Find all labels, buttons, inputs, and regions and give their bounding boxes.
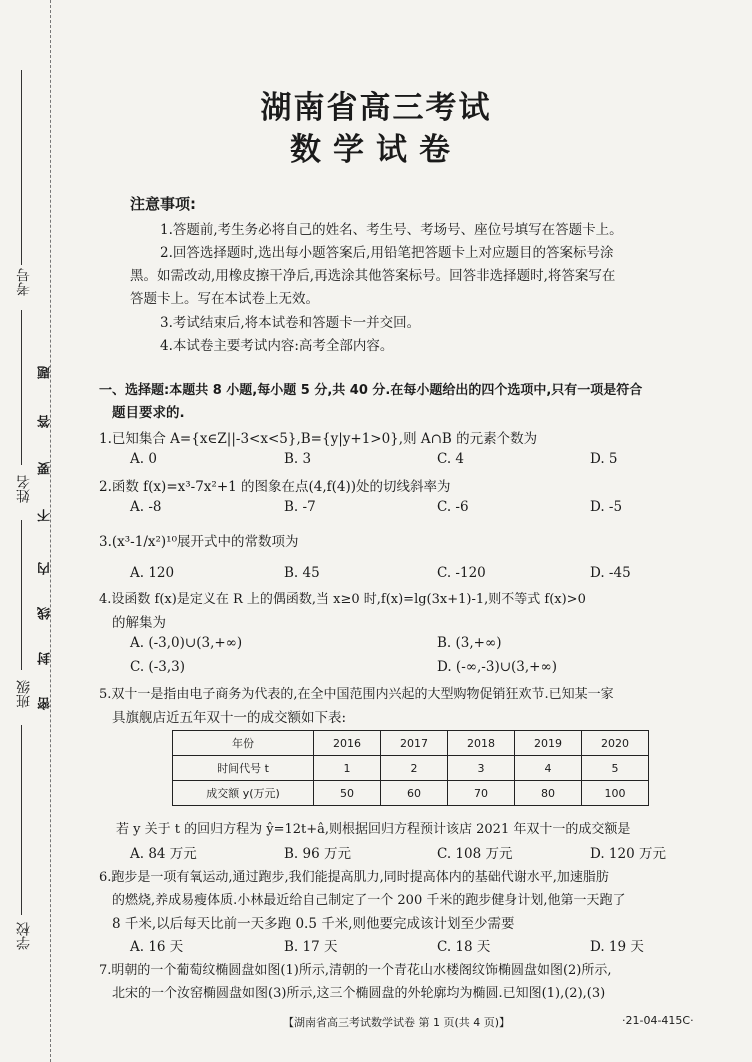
question-3-option-b: B. 45 xyxy=(284,565,320,581)
table-cell: 80 xyxy=(515,781,582,806)
question-5-option-c: C. 108 万元 xyxy=(437,846,513,862)
question-6-option-b: B. 17 天 xyxy=(284,939,338,955)
table-cell: 70 xyxy=(448,781,515,806)
notice-line: 2.回答选择题时,选出每小题答案后,用铅笔把答题卡上对应题目的答案标号涂 xyxy=(160,245,614,261)
question-2-option-d: D. -5 xyxy=(590,499,623,515)
exam-no-label: 考号 xyxy=(16,268,32,296)
seal-char: 内 xyxy=(38,562,53,575)
table-row xyxy=(173,756,649,781)
table-cell: 2020 xyxy=(582,731,649,756)
table-cell: 100 xyxy=(582,781,649,806)
question-6-stem-cont: 8 千米,以后每天比前一天多跑 0.5 千米,则他要完成该计划至少需要 xyxy=(112,916,515,932)
school-fill-line xyxy=(21,725,22,915)
seal-char: 封 xyxy=(38,652,53,665)
question-2-option-a: A. -8 xyxy=(130,499,162,515)
question-4-option-d: D. (-∞,-3)∪(3,+∞) xyxy=(437,659,557,675)
notice-line: 答题卡上。写在本试卷上无效。 xyxy=(130,291,319,307)
question-3-stem: 3.(x³-1/x²)¹⁰展开式中的常数项为 xyxy=(99,534,299,550)
notice-line: 4.本试卷主要考试内容:高考全部内容。 xyxy=(160,338,394,354)
question-1-option-c: C. 4 xyxy=(437,451,465,467)
question-4-option-b: B. (3,+∞) xyxy=(437,635,502,651)
question-4-stem-cont: 的解集为 xyxy=(112,615,166,631)
seal-char: 线 xyxy=(38,607,53,620)
table-cell: 2019 xyxy=(515,731,582,756)
question-4-option-a: A. (-3,0)∪(3,+∞) xyxy=(130,635,243,651)
seal-char: 不 xyxy=(38,509,53,522)
question-3-option-a: A. 120 xyxy=(130,565,175,581)
exam-title: 湖南省高三考试 xyxy=(260,90,492,126)
seal-char: 要 xyxy=(38,462,53,475)
question-4-stem: 4.设函数 f(x)是定义在 R 上的偶函数,当 x≥0 时,f(x)=lg(3x+1)-1,则不等式 f(x)>0 xyxy=(99,592,586,607)
table-cell: 5 xyxy=(582,756,649,781)
notice-line: 3.考试结束后,将本试卷和答题卡一并交回。 xyxy=(160,315,421,331)
exam-code: ·21-04-415C· xyxy=(622,1014,694,1027)
table-header-cell: 年份 xyxy=(173,731,314,756)
table-cell: 60 xyxy=(381,781,448,806)
table-cell: 3 xyxy=(448,756,515,781)
question-6-option-a: A. 16 天 xyxy=(130,939,184,955)
name-fill-line xyxy=(21,310,22,465)
notice-line: 1.答题前,考生务必将自己的姓名、考生号、考场号、座位号填写在答题卡上。 xyxy=(160,222,623,238)
question-6-stem: 6.跑步是一项有氧运动,通过跑步,我们能提高肌力,同时提高体内的基础代谢水平,加速脂肪 xyxy=(99,870,609,885)
page-footer: 【湖南省高三考试数学试卷 第 1 页(共 4 页)】 xyxy=(283,1016,511,1029)
table-cell: 2016 xyxy=(314,731,381,756)
seal-char: 答 xyxy=(38,415,53,428)
question-1-option-d: D. 5 xyxy=(590,451,618,467)
question-5-option-a: A. 84 万元 xyxy=(130,846,197,862)
class-label: 班级 xyxy=(16,680,32,708)
table-cell: 50 xyxy=(314,781,381,806)
question-5-stem: 5.双十一是指由电子商务为代表的,在全中国范围内兴起的大型购物促销狂欢节.已知某一家 xyxy=(99,687,614,702)
table-row xyxy=(173,781,649,806)
table-header-cell: 时间代号 t xyxy=(173,756,314,781)
name-label: 姓名 xyxy=(16,475,32,503)
table-cell: 2018 xyxy=(448,731,515,756)
question-2-option-c: C. -6 xyxy=(437,499,469,515)
notice-line: 黑。如需改动,用橡皮擦干净后,再选涂其他答案标号。回答非选择题时,将答案写在 xyxy=(130,268,616,284)
table-header-cell: 成交额 y(万元) xyxy=(173,781,314,806)
class-fill-line xyxy=(21,520,22,670)
question-3-option-c: C. -120 xyxy=(437,565,486,581)
question-6-stem-cont: 的燃烧,养成易瘦体质.小林最近给自己制定了一个 200 千米的跑步健身计划,他第一天跑了 xyxy=(112,893,626,908)
subject-title: 数学试卷 xyxy=(290,132,462,168)
question-6-option-d: D. 19 天 xyxy=(590,939,644,955)
question-1-option-a: A. 0 xyxy=(130,451,157,467)
question-7-stem-cont: 北宋的一个汝窑椭圆盘如图(3)所示,这三个椭圆盘的外轮廓均为椭圆.已知图(1),(2),(3) xyxy=(112,986,606,1001)
question-5-option-d: D. 120 万元 xyxy=(590,846,666,862)
question-5-option-b: B. 96 万元 xyxy=(284,846,351,862)
question-2-stem: 2.函数 f(x)=x³-7x²+1 的图象在点(4,f(4))处的切线斜率为 xyxy=(99,479,451,495)
question-2-option-b: B. -7 xyxy=(284,499,316,515)
question-5-stem-cont: 若 y 关于 t 的回归方程为 ŷ=12t+â,则根据回归方程预计该店 2021 年双十一的成交额是 xyxy=(116,822,631,837)
question-7-stem: 7.明朝的一个葡萄纹椭圆盘如图(1)所示,清朝的一个青花山水楼阁纹饰椭圆盘如图(2)所示, xyxy=(99,963,612,978)
seal-char: 密 xyxy=(38,697,53,710)
section-heading-line: 题目要求的. xyxy=(112,405,185,421)
question-1-option-b: B. 3 xyxy=(284,451,312,467)
seal-char: 题 xyxy=(38,366,53,379)
table-cell: 4 xyxy=(515,756,582,781)
table-cell: 2017 xyxy=(381,731,448,756)
school-label: 学校 xyxy=(16,922,32,950)
section-heading-line: 一、选择题:本题共 8 小题,每小题 5 分,共 40 分.在每小题给出的四个选项中,只有一项是符合 xyxy=(99,383,643,398)
table-row xyxy=(173,731,649,756)
question-5-stem-cont: 具旗舰店近五年双十一的成交额如下表: xyxy=(112,710,347,726)
question-3-option-d: D. -45 xyxy=(590,565,631,581)
question-1-stem: 1.已知集合 A={x∈Z||-3<x<5},B={y|y+1>0},则 A∩B 的元素个数为 xyxy=(99,431,538,447)
section-heading xyxy=(99,379,719,425)
notice-heading: 注意事项: xyxy=(130,195,196,213)
question-6-option-c: C. 18 天 xyxy=(437,939,491,955)
question-4-option-c: C. (-3,3) xyxy=(130,659,185,675)
sales-table xyxy=(172,730,649,806)
table-cell: 1 xyxy=(314,756,381,781)
table-cell: 2 xyxy=(381,756,448,781)
